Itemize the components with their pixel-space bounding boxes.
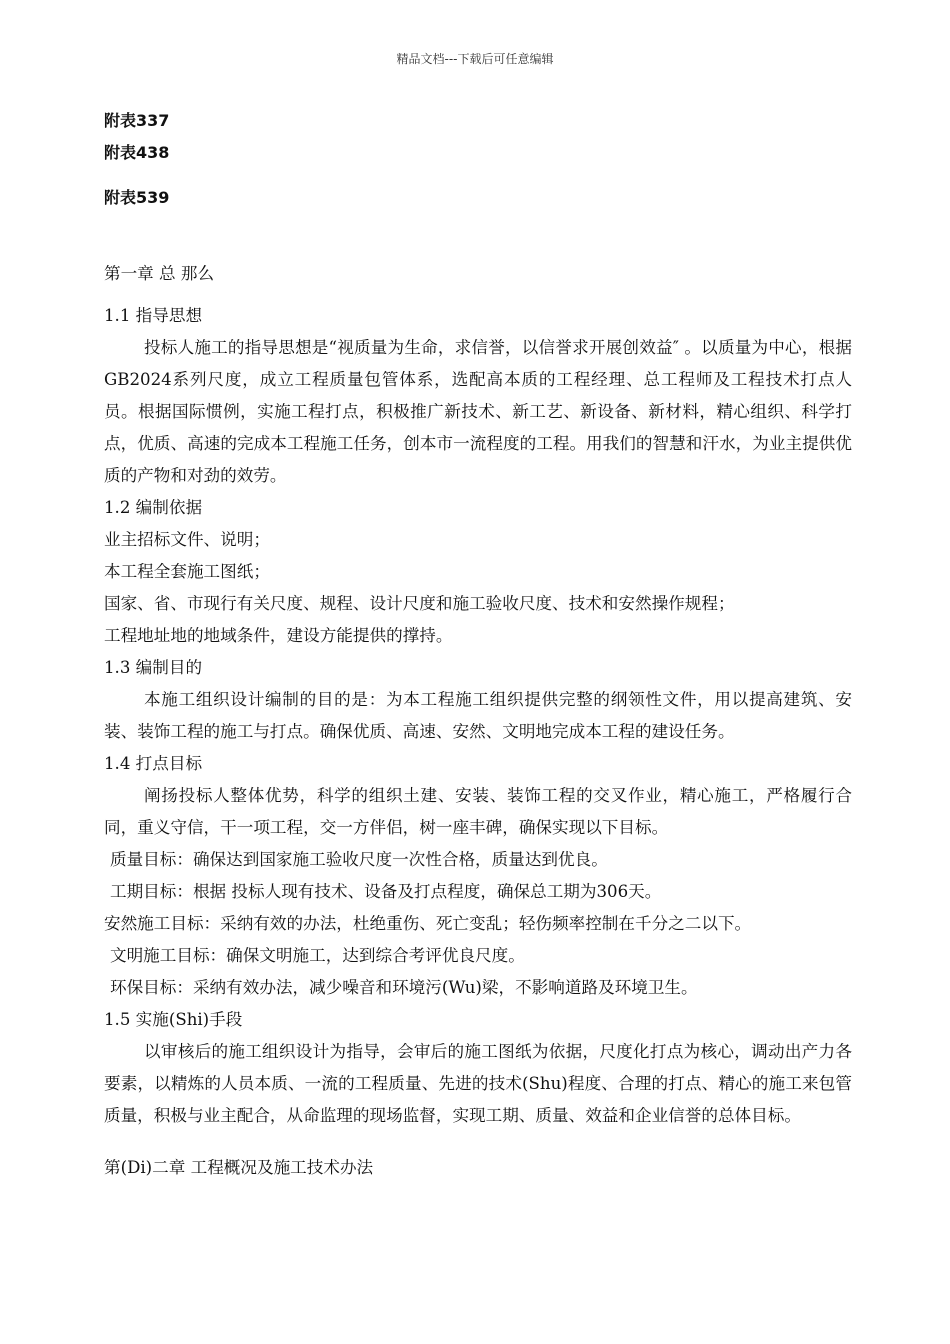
basis-item: 本工程全套施工图纸； — [104, 562, 270, 581]
section-1-1-paragraph: 投标人施工的指导思想是“视质量为生命，求信誉，以信誉求开展创效益″ 。以质量为中心，根据GB2024系列尺度，成立工程质量包管体系，选配高本质的工程经理、总工程师及工程技术打点人员。根据国际惯例，实施工程打点，积极推广新技术、新工艺、新设备、新材料，精心组织、科学打点，优质、高速的完成本工程施工任务，创本市一流程度的工程。用我们的智慧和汗水，为业主提供优质的产物和对劲的效劳。 — [104, 338, 852, 485]
goal-item: 环保目标：采纳有效办法，减少噪音和环境污(Wu)梁，不影响道路及环境卫生。 — [110, 978, 698, 997]
chapter-2-title: 第(Di)二章 工程概况及施工技术办法 — [104, 1158, 374, 1177]
goal-item: 质量目标：确保达到国家施工验收尺度一次性合格，质量达到优良。 — [110, 850, 608, 869]
section-1-4-paragraph: 阐扬投标人整体优势，科学的组织土建、安装、装饰工程的交叉作业，精心施工，严格履行合同，重义守信，干一项工程，交一方伴侣，树一座丰碑，确保实现以下目标。 — [104, 786, 852, 837]
basis-item: 工程地址地的地域条件，建设方能提供的撑持。 — [104, 626, 453, 645]
document-body — [104, 258, 852, 1184]
basis-item: 业主招标文件、说明； — [104, 530, 270, 549]
toc-entry: 附表337 — [104, 111, 170, 130]
section-1-3-title: 1.3 编制目的 — [104, 658, 203, 677]
section-1-5-paragraph: 以审核后的施工组织设计为指导，会审后的施工图纸为依据，尺度化打点为核心，调动出产力各要素，以精炼的人员本质、一流的工程质量、先进的技术(Shu)程度、合理的打点、精心的施工来包管质量，积极与业主配合，从命监理的现场监督，实现工期、质量、效益和企业信誉的总体目标。 — [104, 1042, 852, 1125]
page-header: 精品文档---下载后可任意编辑 — [396, 52, 554, 66]
section-1-5-title: 1.5 实施(Shi)手段 — [104, 1010, 243, 1029]
goal-item: 安然施工目标：采纳有效的办法，杜绝重伤、死亡变乱；轻伤频率控制在千分之二以下。 — [104, 914, 752, 933]
section-1-3-paragraph: 本施工组织设计编制的目的是：为本工程施工组织提供完整的纲领性文件，用以提高建筑、安装、装饰工程的施工与打点。确保优质、高速、安然、文明地完成本工程的建设任务。 — [104, 690, 852, 741]
goal-item: 文明施工目标：确保文明施工，达到综合考评优良尺度。 — [110, 946, 525, 965]
section-1-4-title: 1.4 打点目标 — [104, 754, 203, 773]
chapter-1-title: 第一章 总 那么 — [104, 264, 215, 283]
toc-entry: 附表539 — [104, 188, 170, 207]
toc-entry: 附表438 — [104, 143, 170, 162]
section-1-2-title: 1.2 编制依据 — [104, 498, 203, 517]
goal-item: 工期目标：根据 投标人现有技术、设备及打点程度，确保总工期为306天。 — [110, 882, 662, 901]
basis-item: 国家、省、市现行有关尺度、规程、设计尺度和施工验收尺度、技术和安然操作规程； — [104, 594, 735, 613]
section-1-1-title: 1.1 指导思想 — [104, 306, 203, 325]
